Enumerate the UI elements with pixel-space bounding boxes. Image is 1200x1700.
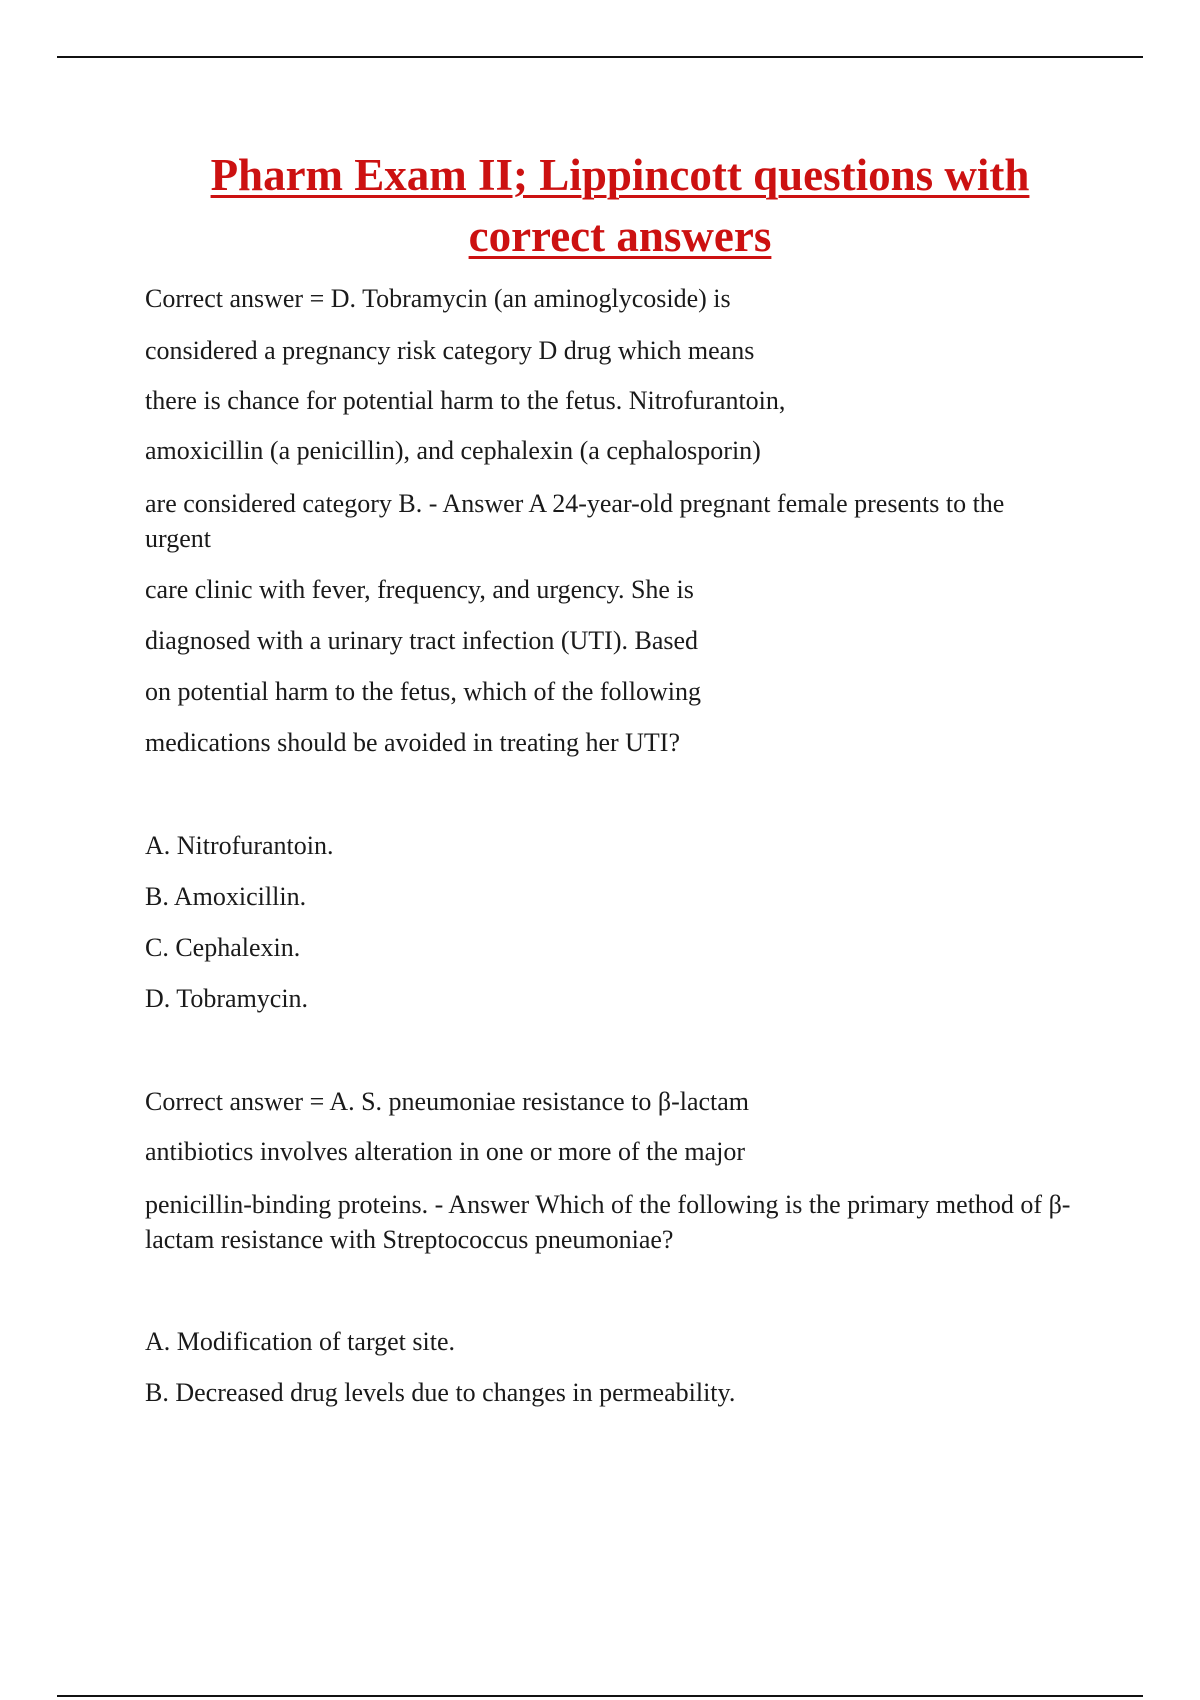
- q1-text-line: considered a pregnancy risk category D drug which means: [145, 336, 755, 365]
- q1-option: C. Cephalexin.: [145, 933, 301, 962]
- q1-text-line: there is chance for potential harm to the fetus. Nitrofurantoin,: [145, 386, 786, 415]
- q1-text-line: medications should be avoided in treating her UTI?: [145, 728, 681, 757]
- document-title: [100, 145, 1140, 267]
- q1-text-line: Correct answer = D. Tobramycin (an aminoglycoside) is: [145, 284, 731, 313]
- q1-option: D. Tobramycin.: [145, 984, 309, 1013]
- page-bottom-rule: [57, 1695, 1143, 1697]
- page-top-rule: [57, 56, 1143, 58]
- q2-option: B. Decreased drug levels due to changes in permeability.: [145, 1378, 736, 1407]
- q2-text-line: Correct answer = A. S. pneumoniae resistance to β-lactam: [145, 1087, 750, 1116]
- q2-text-line: penicillin-binding proteins. - Answer Which of the following is the primary method of β-lactam resistance with Streptococcus pneumoniae?: [145, 1190, 1071, 1254]
- q1-option: B. Amoxicillin.: [145, 882, 307, 911]
- q1-text-line: on potential harm to the fetus, which of the following: [145, 677, 701, 706]
- q1-text-line: diagnosed with a urinary tract infection (UTI). Based: [145, 626, 699, 655]
- q1-option: A. Nitrofurantoin.: [145, 831, 334, 860]
- q1-text-line: care clinic with fever, frequency, and urgency. She is: [145, 575, 694, 604]
- q1-text-line: amoxicillin (a penicillin), and cephalexin (a cephalosporin): [145, 436, 761, 465]
- title-line-2: correct answers: [468, 211, 772, 261]
- q2-text-line: antibiotics involves alteration in one or more of the major: [145, 1137, 746, 1166]
- q1-text-line: are considered category B. - Answer A 24-year-old pregnant female presents to the urgent: [145, 489, 1005, 553]
- title-line-1: Pharm Exam II; Lippincott questions with: [210, 150, 1030, 200]
- q2-option: A. Modification of target site.: [145, 1327, 456, 1356]
